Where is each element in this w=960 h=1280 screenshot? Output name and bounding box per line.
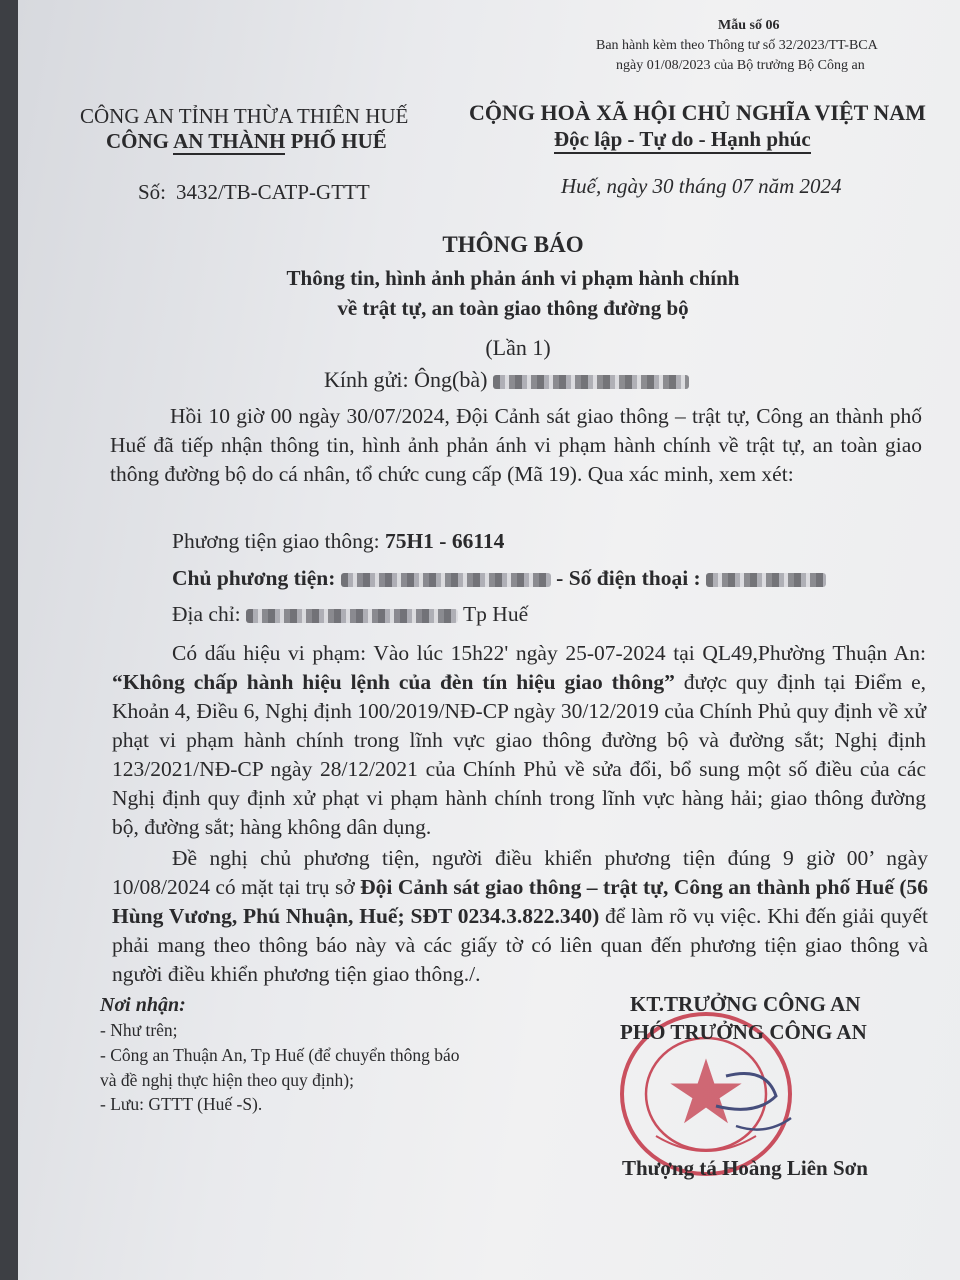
- signature-title-line1: KT.TRƯỞNG CÔNG AN: [630, 992, 861, 1016]
- agency-line2-part3: PHỐ HUẾ: [285, 129, 387, 153]
- recipients-title: Nơi nhận:: [100, 994, 186, 1016]
- redacted-phone: [706, 573, 826, 587]
- notice-round: (Lần 1): [485, 335, 551, 360]
- owner-label: Chủ phương tiện:: [172, 566, 341, 590]
- agency-line2-underlined: AN THÀNH: [173, 129, 286, 153]
- owner-line: [172, 566, 826, 591]
- paragraph-intro: Hồi 10 giờ 00 ngày 30/07/2024, Đội Cảnh sát giao thông – trật tự, Công an thành phố Huế đã tiếp nhận thông tin, hình ảnh phản ánh vi phạm hành chính về trật tự, an toàn giao thông đường bộ do cá nhân, tổ chức cung cấp (Mã 19). Qua xác minh, xem xét:: [110, 404, 922, 486]
- redacted-address: [246, 609, 458, 623]
- address-line: [172, 602, 528, 627]
- nation-line1: CỘNG HOÀ XÃ HỘI CHỦ NGHĨA VIỆT NAM: [469, 100, 926, 125]
- nation-motto: Độc lập - Tự do - Hạnh phúc: [554, 127, 811, 154]
- vehicle-line: [172, 529, 504, 554]
- vehicle-label: Phương tiện giao thông:: [172, 529, 385, 553]
- vehicle-plate: 75H1 - 66114: [384, 529, 505, 553]
- violation-text-a: Có dấu hiệu vi phạm: Vào lúc 15h22' ngày 25-07-2024 tại QL49,Phường Thuận An:: [172, 641, 926, 665]
- address-label: Địa chỉ:: [172, 602, 247, 626]
- doc-no-value: 3432/TB-CATP-GTTT: [176, 180, 370, 204]
- recipient-label: Kính gửi: Ông(bà): [324, 367, 488, 392]
- date-line: Huế, ngày 30 tháng 07 năm 2024: [561, 174, 842, 198]
- agency-line1: CÔNG AN TỈNH THỪA THIÊN HUẾ: [80, 104, 409, 128]
- request-text-b: để làm rõ vụ việc. Khi đến giải quyết phải mang theo thông báo này và các giấy tờ có liên quan đến phương tiện giao thông và người điều khiển phương tiện giao thông./.: [112, 904, 928, 986]
- redacted-owner: [341, 573, 551, 587]
- paragraph-request: [112, 844, 928, 989]
- form-issued-line2: ngày 01/08/2023 của Bộ trưởng Bộ Công an: [616, 58, 865, 73]
- violation-text-b: được quy định tại Điểm e, Khoản 4, Điều 6, Nghị định 100/2019/NĐ-CP ngày 30/12/2019 của Chính Phủ quy định về xử phạt vi phạm hành chính trong lĩnh vực giao thông đường bộ và đường sắt; Nghị định 123/2021/NĐ-CP ngày 28/12/2021 của Chính Phủ về sửa đổi, bổ sung một số điều của các Nghị định quy định xử phạt vi phạm hành chính trong lĩnh vực hàng hải; giao thông đường bộ, đường sắt; hàng không dân dụng.: [112, 670, 926, 839]
- paragraph-violation: [112, 639, 926, 842]
- signer-name: Thượng tá Hoàng Liên Sơn: [622, 1156, 868, 1180]
- agency-line2: [106, 129, 387, 154]
- recipients-line3: và đề nghị thực hiện theo quy định);: [100, 1070, 354, 1090]
- signature-title-line2: PHÓ TRƯỞNG CÔNG AN: [620, 1020, 867, 1044]
- request-text-a: Đề nghị chủ phương tiện, người điều khiển phương tiện đúng 9 giờ 00’ ngày 10/08/2024 có mặt tại trụ sở: [112, 846, 928, 899]
- doc-no-label: Số:: [138, 180, 167, 204]
- phone-label: - Số điện thoại :: [550, 566, 707, 590]
- title-sub1: Thông tin, hình ảnh phản ánh vi phạm hành chính: [286, 266, 740, 290]
- form-issued-line1: Ban hành kèm theo Thông tư số 32/2023/TT-BCA: [596, 38, 878, 53]
- recipients-line4: - Lưu: GTTT (Huế -S).: [100, 1094, 263, 1114]
- title-sub2: về trật tự, an toàn giao thông đường bộ: [337, 296, 689, 320]
- agency-line2-part1: CÔNG: [106, 129, 174, 153]
- redacted-name: [493, 375, 689, 389]
- request-office: Đội Cảnh sát giao thông – trật tự, Công an thành phố Huế (56 Hùng Vương, Phú Nhuận, Huế; SĐT 0234.3.822.340): [112, 875, 928, 928]
- recipient-line: [324, 367, 689, 393]
- address-tail: Tp Huế: [458, 602, 529, 626]
- violation-name: “Không chấp hành hiệu lệnh của đèn tín hiệu giao thông”: [112, 670, 675, 694]
- document-page: [18, 0, 960, 1280]
- form-number: Mẫu số 06: [718, 18, 780, 33]
- document-title: THÔNG BÁO: [442, 232, 584, 257]
- recipients-line1: - Như trên;: [100, 1020, 178, 1040]
- recipients-line2: - Công an Thuận An, Tp Huế (để chuyển thông báo: [100, 1045, 460, 1065]
- document-number: [138, 180, 370, 205]
